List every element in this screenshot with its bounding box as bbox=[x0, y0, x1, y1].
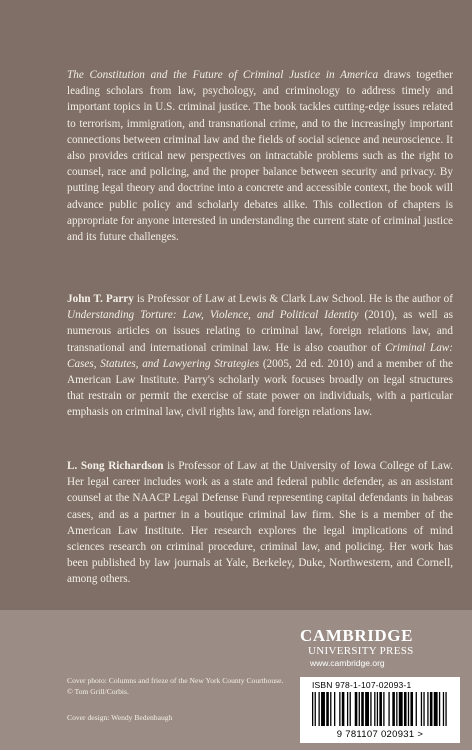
barcode-bar bbox=[321, 692, 325, 726]
barcode-bar bbox=[377, 692, 378, 726]
parry-bio-text-1: is Professor of Law at Lewis & Clark Law School. He is the author of bbox=[133, 293, 454, 305]
book-description-text: draws together leading scholars from law, psychology, and criminology to address timely and important topics in U.S. criminal justice. The book tackles cutting-edge issues related to terrorism, immigration, and transnational crime, and to the increasingly important connections between criminal law and the fields of social science and neuroscience. It also provides critical new perspectives on intractable problems such as the right to counsel, race and policing, and the proper balance between security and privacy. By putting legal theory and doctrine into a concrete and accessible context, the book will advance public policy and scholarly debates alike. This collection of chapters is appropriate for anyone interested in understanding the current state of criminal justice and its future challenges. bbox=[67, 69, 453, 244]
author-name-parry: John T. Parry bbox=[67, 293, 134, 305]
barcode-bar bbox=[374, 692, 375, 726]
barcode-bar bbox=[312, 692, 313, 726]
parry-book-1: Understanding Torture: Law, Violence, and Political Identity bbox=[67, 309, 359, 322]
barcode-bar bbox=[359, 692, 360, 726]
cover-design-credit: Cover design: Wendy Bedenbaugh bbox=[67, 713, 173, 722]
publisher-press: UNIVERSITY PRESS bbox=[308, 645, 414, 657]
author-name-richardson: L. Song Richardson bbox=[67, 460, 164, 472]
barcode-bar bbox=[399, 692, 403, 726]
barcode-bar bbox=[388, 692, 389, 726]
parry-bio-text-3: (2005, 2d ed. 2010) and a member of the American Law Institute. Parry's scholarly work focuses broadly on legal structures that restrain or permit the exercise of state power on individuals, with a particular emphasis on criminal law, civil rights law, and foreign relations law. bbox=[67, 357, 453, 419]
isbn-digits: 9 781107 020931 > bbox=[336, 729, 424, 740]
book-title: The Constitution and the Future of Criminal Justice in America bbox=[67, 69, 379, 81]
author-bio-richardson bbox=[67, 458, 453, 588]
barcode-bar bbox=[392, 692, 395, 726]
barcode-bar bbox=[396, 692, 397, 726]
barcode-bar bbox=[427, 692, 428, 726]
barcode-bar bbox=[379, 692, 382, 726]
parry-book-2: Criminal Law: Cases, Statutes, and Lawyering Strategies bbox=[67, 341, 453, 370]
barcode-bar bbox=[421, 692, 422, 726]
cover-photo-credit: Cover photo: Columns and frieze of the New York County Courthouse. © Tom Grill/Corbis. bbox=[67, 676, 284, 696]
barcode-bar bbox=[416, 692, 417, 726]
book-description bbox=[67, 67, 453, 245]
isbn-barcode bbox=[300, 677, 460, 743]
isbn-label: ISBN 978-1-107-02093-1 bbox=[312, 680, 412, 690]
barcode-bar bbox=[355, 692, 358, 726]
author-bio-parry bbox=[67, 291, 453, 421]
richardson-bio-text: is Professor of Law at the University of Iowa College of Law. Her legal career includes work as a state and federal public defender, as an assistant counsel at the NAACP Legal Defense Fund representing capital defendants in habeas cases, and as a partner in a boutique criminal law firm. She is a member of the American Law Institute. Her research explores the legal implications of mind sciences research on criminal procedure, criminal law, and policing. Her work has been published by law journals at Yale, Berkeley, Duke, Northwestern, and Cornell, among others. bbox=[67, 460, 454, 586]
barcode-bar bbox=[339, 692, 340, 726]
barcode-bar bbox=[334, 692, 335, 726]
barcode-bar bbox=[439, 692, 440, 726]
barcode-bar bbox=[330, 692, 331, 726]
publisher-logo bbox=[300, 627, 460, 669]
parry-bio-text-2: (2010), as well as numerous articles on issues relating to criminal law, foreign relations law, and transnational and international criminal law. He is also coauthor of bbox=[67, 309, 453, 354]
barcode-bar bbox=[423, 692, 424, 726]
barcode-bar bbox=[318, 692, 319, 726]
publisher-website: www.cambridge.org bbox=[310, 658, 385, 668]
barcode-bar bbox=[326, 692, 329, 726]
barcode-bar bbox=[342, 692, 345, 726]
barcode-bars-icon bbox=[312, 692, 448, 726]
barcode-bar bbox=[365, 692, 369, 726]
barcode-bar bbox=[408, 692, 409, 726]
barcode-bar bbox=[350, 692, 351, 726]
barcode-bar bbox=[430, 692, 433, 726]
publisher-name: CAMBRIDGE bbox=[300, 626, 414, 645]
barcode-bar bbox=[347, 692, 348, 726]
barcode-bar bbox=[370, 692, 371, 726]
barcode-bar bbox=[410, 692, 413, 726]
barcode-bar bbox=[361, 692, 364, 726]
barcode-bar bbox=[445, 692, 446, 726]
barcode-bar bbox=[404, 692, 407, 726]
barcode-bar bbox=[383, 692, 384, 726]
barcode-bar bbox=[434, 692, 438, 726]
barcode-bar bbox=[315, 692, 316, 726]
barcode-bar bbox=[443, 692, 444, 726]
